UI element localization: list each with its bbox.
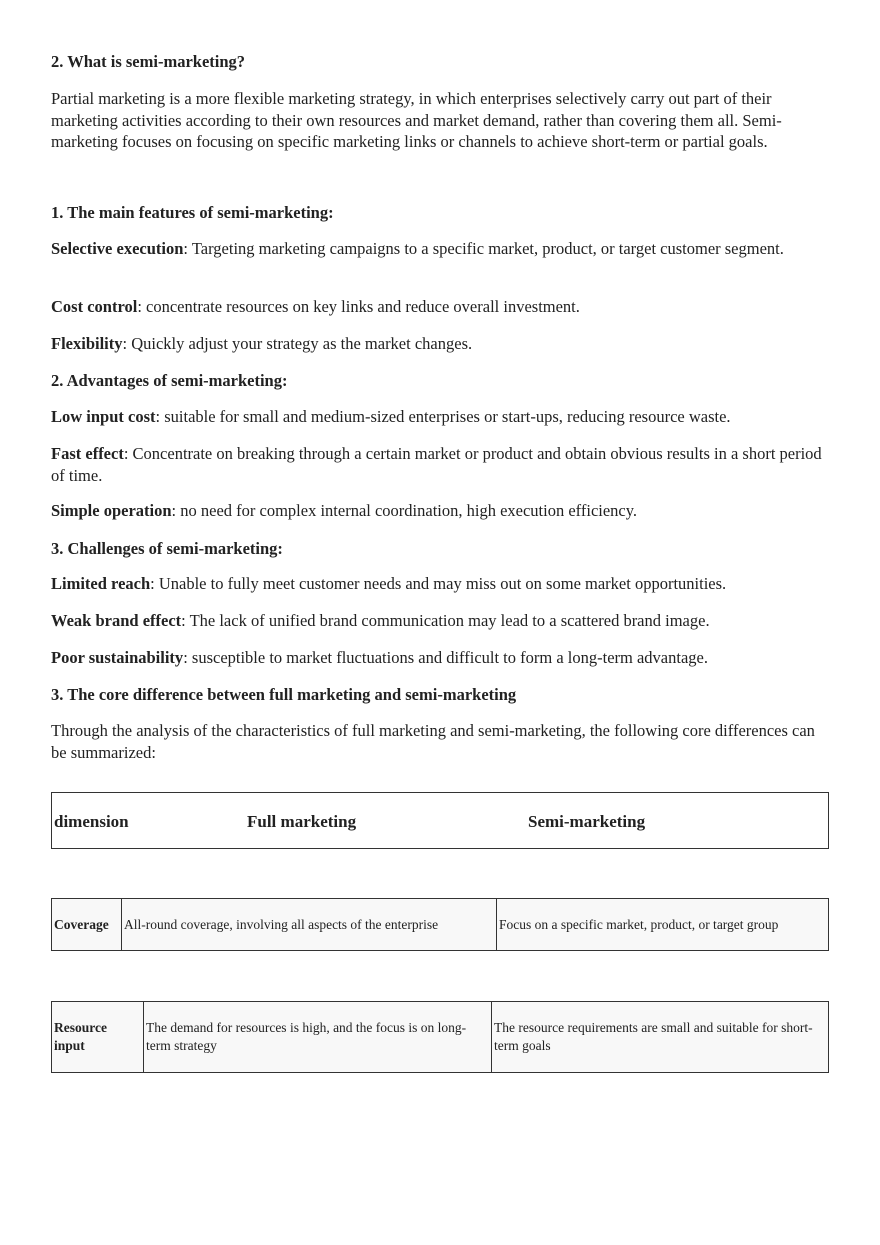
advantage-text: : Concentrate on breaking through a certain market or product and obtain obvious results in a short period of time.	[51, 444, 822, 485]
advantage-item	[51, 500, 831, 522]
header-full-marketing: Full marketing	[247, 812, 357, 831]
feature-item	[51, 296, 831, 318]
feature-item	[51, 238, 831, 260]
feature-term: Cost control	[51, 297, 138, 316]
advantage-term: Simple operation	[51, 501, 172, 520]
advantage-term: Low input cost	[51, 407, 156, 426]
table-cell-dimension: Coverage	[54, 916, 109, 932]
section-2-heading: 2. What is semi-marketing?	[51, 52, 246, 71]
comparison-table-header	[51, 792, 829, 849]
challenge-term: Weak brand effect	[51, 611, 182, 630]
advantage-term: Fast effect	[51, 444, 124, 463]
table-cell-dimension: Resource input	[54, 1020, 107, 1053]
comparison-table-row-coverage	[51, 898, 829, 951]
challenge-item	[51, 610, 831, 632]
table-cell-semi-marketing: The resource requirements are small and suitable for short-term goals	[491, 1002, 828, 1072]
table-row	[52, 899, 828, 950]
advantages-heading: 2. Advantages of semi-marketing:	[51, 371, 288, 390]
challenge-text: : susceptible to market fluctuations and difficult to form a long-term advantage.	[183, 648, 708, 667]
advantage-item	[51, 443, 831, 486]
comparison-table-row-resource-input	[51, 1001, 829, 1073]
table-cell-full-marketing: The demand for resources is high, and the focus is on long-term strategy	[143, 1002, 491, 1072]
feature-text: : Targeting marketing campaigns to a specific market, product, or target customer segment.	[183, 239, 784, 258]
advantage-text: : suitable for small and medium-sized enterprises or start-ups, reducing resource waste.	[155, 407, 731, 426]
feature-text: : concentrate resources on key links and reduce overall investment.	[137, 297, 580, 316]
section-3-heading: 3. The core difference between full marketing and semi-marketing	[51, 685, 517, 704]
header-dimension: dimension	[54, 812, 129, 831]
challenges-heading: 3. Challenges of semi-marketing:	[51, 539, 283, 558]
challenge-item	[51, 647, 831, 669]
table-cell-full-marketing: All-round coverage, involving all aspects of the enterprise	[121, 899, 496, 950]
feature-term: Flexibility	[51, 334, 123, 353]
advantage-text: : no need for complex internal coordination, high execution efficiency.	[171, 501, 638, 520]
advantage-item	[51, 406, 831, 428]
challenge-text: : Unable to fully meet customer needs and may miss out on some market opportunities.	[150, 574, 727, 593]
challenge-text: : The lack of unified brand communication may lead to a scattered brand image.	[181, 611, 710, 630]
section-2-intro: Partial marketing is a more flexible marketing strategy, in which enterprises selectively carry out part of their marketing activities according to their own resources and market demand, rather than covering them all. Semi-marketing focuses on focusing on specific marketing links or channels to achieve short-term or partial goals.	[51, 89, 782, 151]
table-row	[52, 1002, 828, 1072]
challenge-term: Poor sustainability	[51, 648, 184, 667]
table-cell-semi-marketing: Focus on a specific market, product, or target group	[496, 899, 828, 950]
feature-text: : Quickly adjust your strategy as the market changes.	[122, 334, 473, 353]
section-3-intro: Through the analysis of the characteristics of full marketing and semi-marketing, the following core differences can be summarized:	[51, 721, 815, 762]
challenge-term: Limited reach	[51, 574, 151, 593]
feature-item	[51, 333, 831, 355]
features-heading: 1. The main features of semi-marketing:	[51, 203, 334, 222]
challenge-item	[51, 573, 831, 595]
feature-term: Selective execution	[51, 239, 184, 258]
header-semi-marketing: Semi-marketing	[528, 812, 646, 831]
